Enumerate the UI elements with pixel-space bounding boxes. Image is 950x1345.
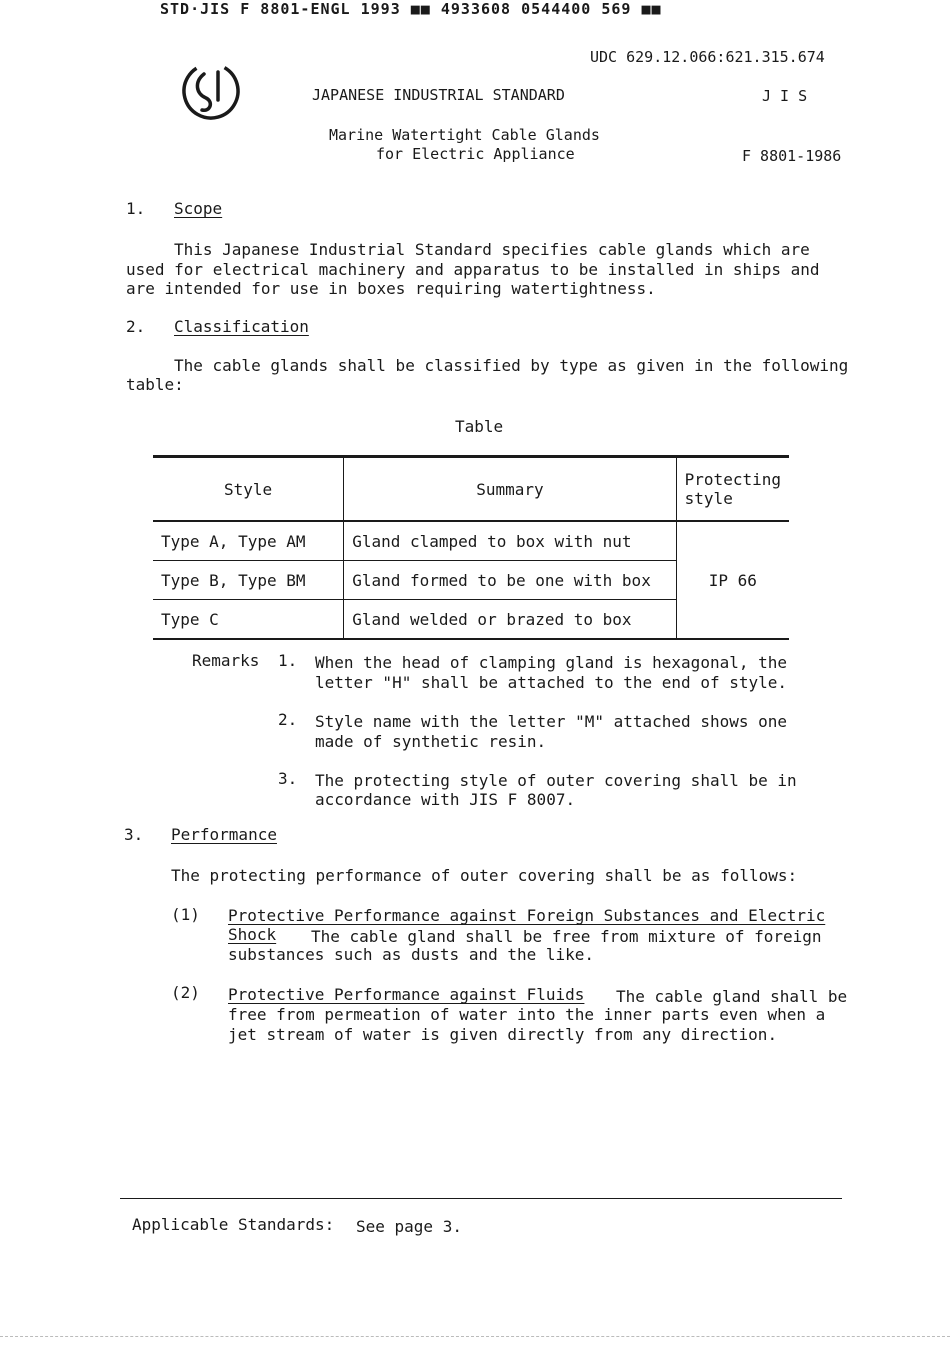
applicable-standards-label: Applicable Standards: [132, 1215, 335, 1234]
row-style: Type C [153, 600, 344, 640]
footer-divider [120, 1198, 842, 1199]
classification-line-2: table: [126, 375, 184, 394]
scan-edge-marks [0, 1336, 950, 1339]
section-1-number: 1. [126, 199, 146, 218]
row-summary: Gland formed to be one with box [344, 561, 676, 600]
row-summary: Gland clamped to box with nut [344, 521, 676, 561]
item-1-number: (1) [171, 905, 200, 924]
section-2-number: 2. [126, 317, 146, 336]
header-summary: Summary [344, 457, 676, 522]
protecting-style-value: IP 66 [676, 521, 789, 639]
jis-mark-text: J I S [762, 87, 808, 105]
item-2-heading: Protective Performance against Fluids [228, 985, 585, 1004]
remark-1-number: 1. [278, 651, 298, 670]
item-1-heading: Protective Performance against Foreign Substances and Electric [228, 906, 826, 925]
remark-2-number: 2. [278, 710, 298, 729]
org-name: JAPANESE INDUSTRIAL STANDARD [312, 86, 565, 104]
classification-table [153, 455, 789, 640]
scope-line-1: This Japanese Industrial Standard specifies cable glands which are [174, 240, 810, 259]
table-row [153, 521, 789, 561]
section-3-title: Performance [171, 825, 277, 844]
remark-1-line-1: When the head of clamping gland is hexagonal, the [315, 653, 788, 672]
table-header-row [153, 457, 789, 522]
remark-1-line-2: letter "H" shall be attached to the end of style. [315, 673, 788, 692]
udc-code: UDC 629.12.066:621.315.674 [590, 48, 825, 66]
remark-3-line-1: The protecting style of outer covering shall be in [315, 771, 797, 790]
performance-intro: The protecting performance of outer covering shall be as follows: [171, 866, 798, 885]
section-3-number: 3. [124, 825, 144, 844]
item-1-line-2: The cable gland shall be free from mixture of foreign [311, 927, 822, 946]
item-2-line-2: free from permeation of water into the inner parts even when a [228, 1005, 826, 1024]
remark-2-line-2: made of synthetic resin. [315, 732, 547, 751]
remark-2-line-1: Style name with the letter "M" attached shows one [315, 712, 788, 731]
row-summary: Gland welded or brazed to box [344, 600, 676, 640]
section-2-title: Classification [174, 317, 309, 336]
section-1-title: Scope [174, 199, 223, 218]
scope-line-2: used for electrical machinery and apparatus to be installed in ships and [126, 260, 820, 279]
row-style: Type A, Type AM [153, 521, 344, 561]
header-protecting-style: Protecting style [676, 457, 789, 522]
remark-3-line-2: accordance with JIS F 8007. [315, 790, 576, 809]
doc-title-line1: Marine Watertight Cable Glands [329, 126, 600, 144]
jis-logo [180, 60, 242, 122]
remarks-label: Remarks [192, 651, 260, 670]
remark-3-number: 3. [278, 769, 298, 788]
item-2-line-3: jet stream of water is given directly from any direction. [228, 1025, 778, 1044]
row-style: Type B, Type BM [153, 561, 344, 600]
item-2-number: (2) [171, 983, 200, 1002]
scope-line-3: are intended for use in boxes requiring watertightness. [126, 279, 656, 298]
header-style: Style [153, 457, 344, 522]
applicable-standards-value: See page 3. [356, 1217, 462, 1236]
classification-line-1: The cable glands shall be classified by type as given in the following [174, 356, 849, 375]
document-id-line: STD·JIS F 8801-ENGL 1993 ■■ 4933608 0544400 569 ■■ [160, 0, 662, 18]
std-number: F 8801-1986 [742, 147, 842, 165]
item-1-line-3: substances such as dusts and the like. [228, 945, 595, 964]
item-2-line-1: The cable gland shall be [616, 987, 848, 1006]
table-caption: Table [455, 417, 504, 436]
doc-title-line2: for Electric Appliance [376, 145, 575, 163]
item-1-heading-cont: Shock [228, 925, 277, 944]
